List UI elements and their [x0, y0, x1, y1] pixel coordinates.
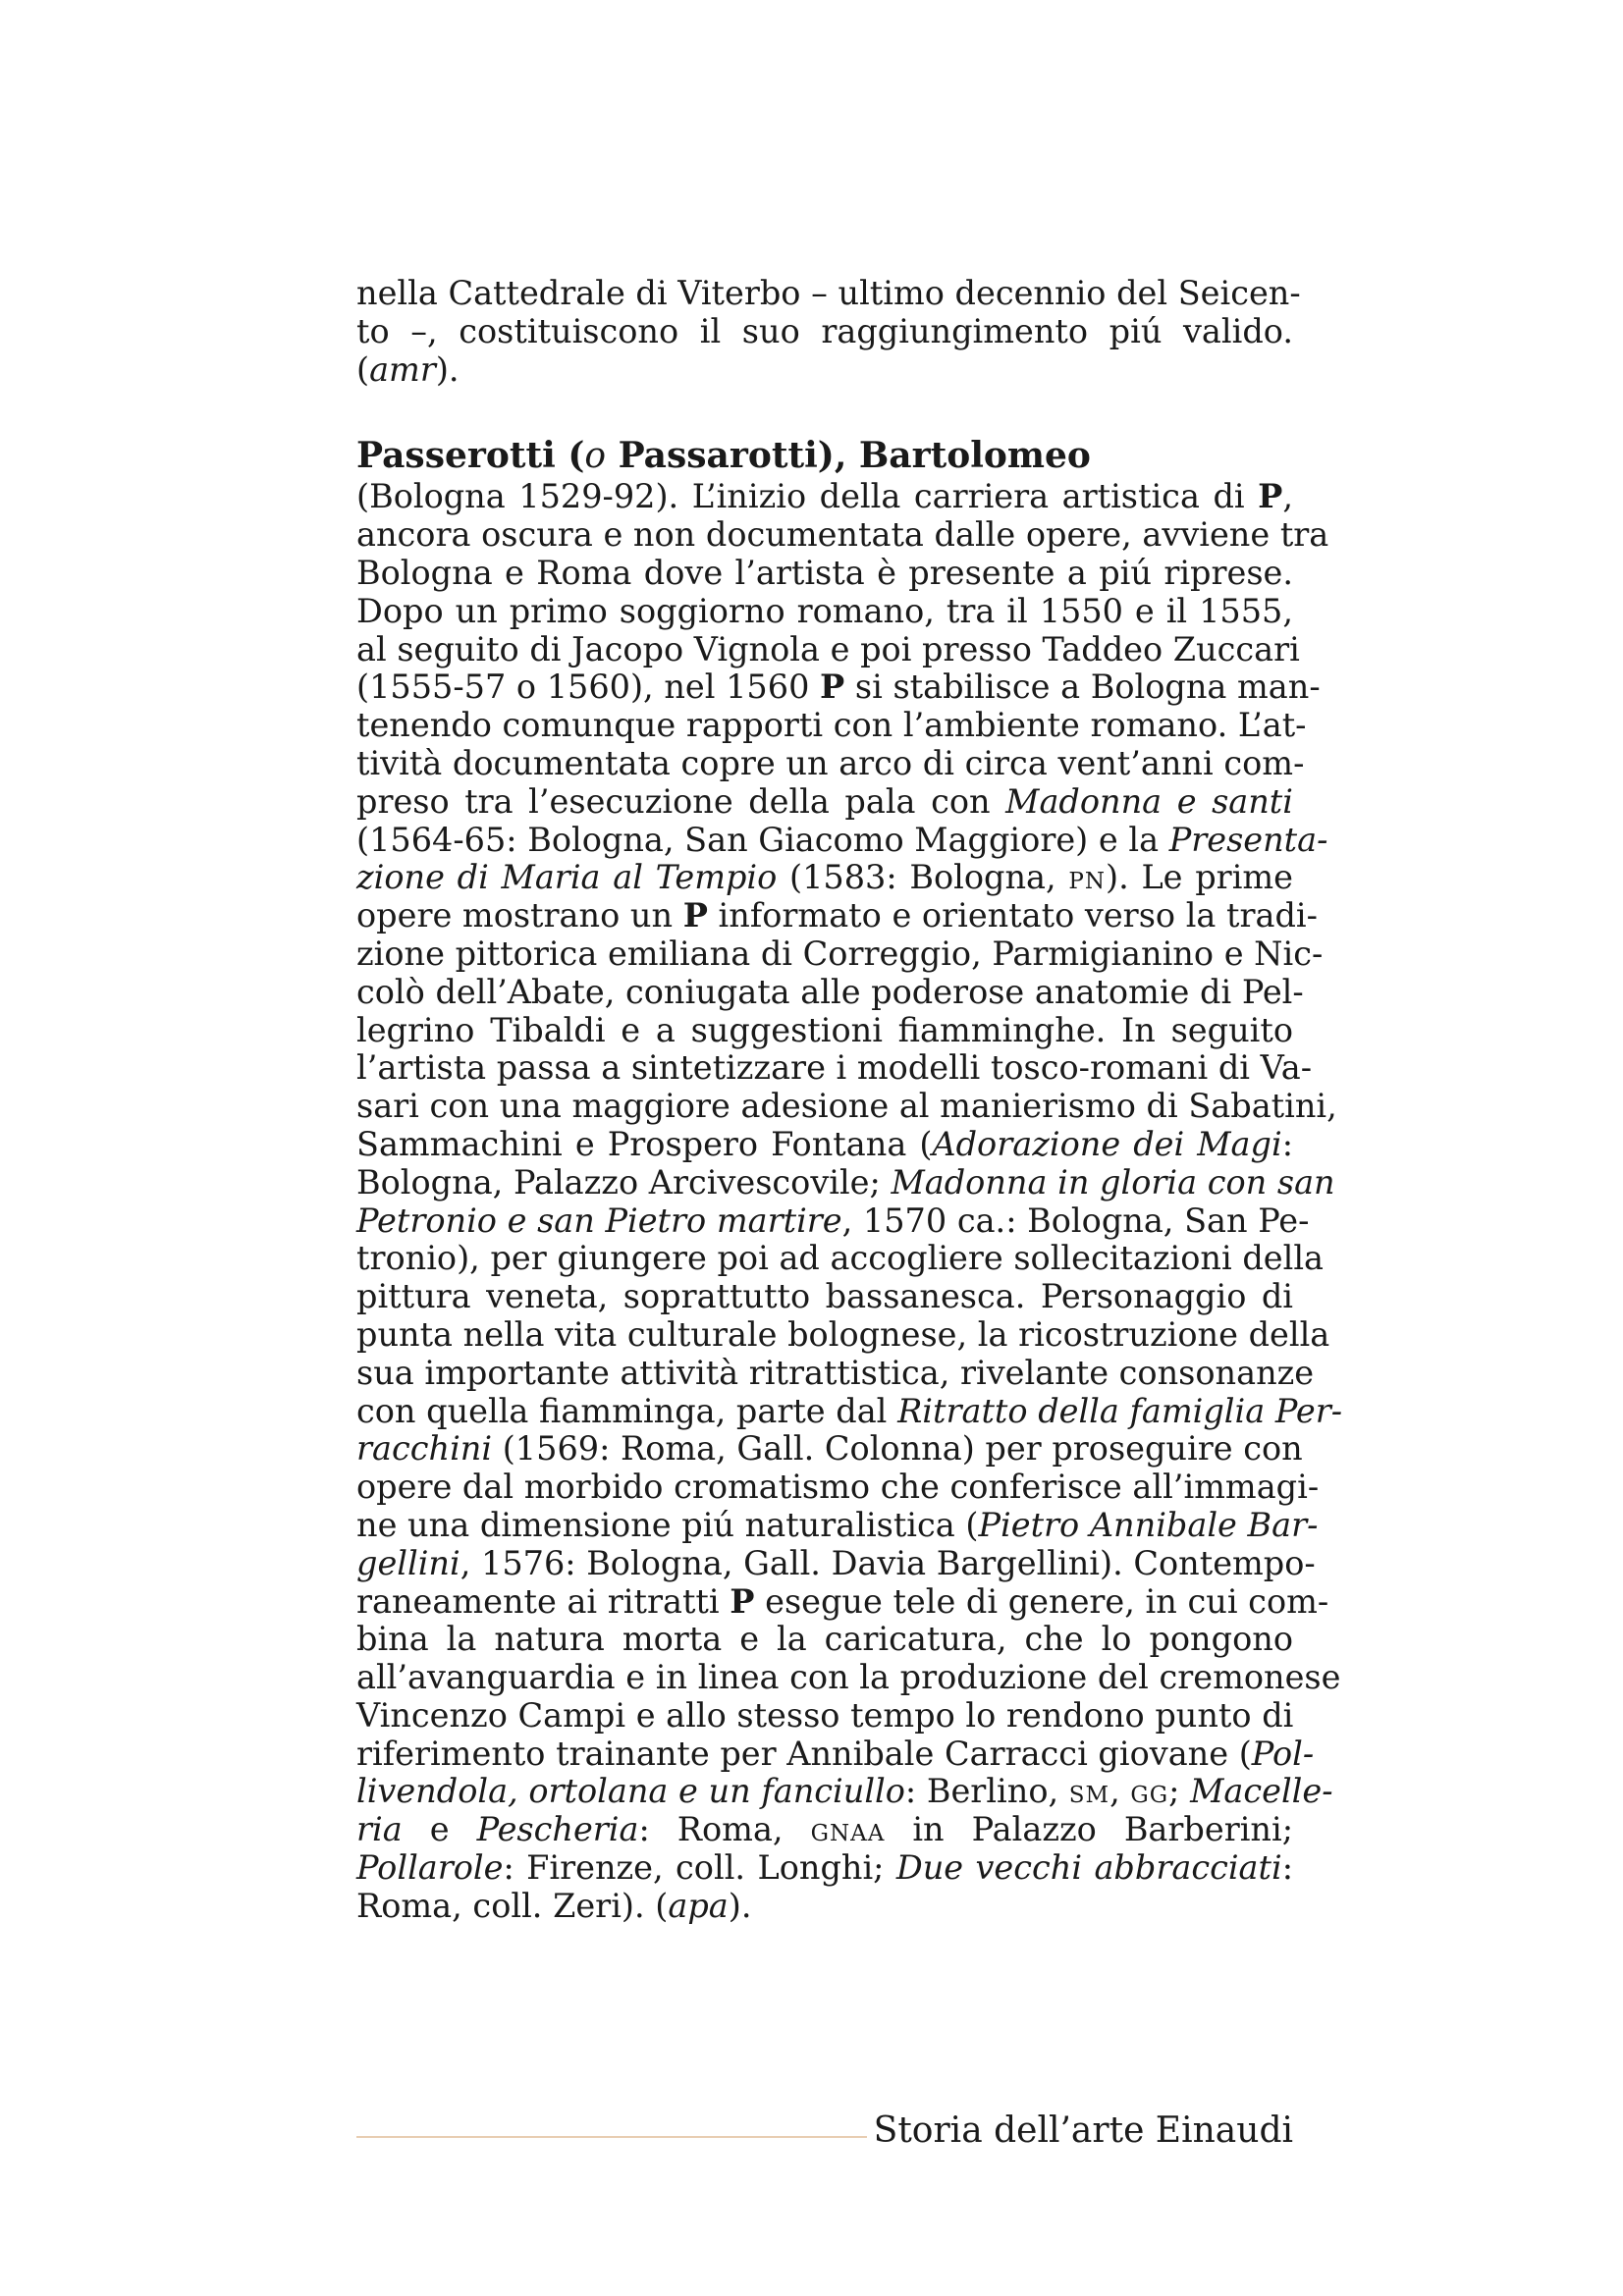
text-line: gellini, 1576: Bologna, Gall. Davia Bargellini). Contempo- — [356, 1543, 1316, 1582]
artwork-title: Adorazione dei Magi — [932, 1124, 1282, 1163]
footer-rule — [356, 2136, 867, 2138]
text-line: sua importante attività ritrattistica, rivelante consonanze — [356, 1353, 1315, 1392]
text-line: punta nella vita culturale bolognese, la ricostruzione della — [356, 1314, 1330, 1354]
entry-paragraph — [356, 477, 1343, 1925]
text-line: tività documentata copre un arco di circa vent’anni com- — [356, 743, 1305, 782]
artwork-title: Petronio e san Pietro martire — [356, 1201, 842, 1240]
text-line: riferimento trainante per Annibale Carracci giovane (Pol- — [356, 1734, 1315, 1773]
artwork-title: ria — [356, 1810, 403, 1849]
text-line: sari con una maggiore adesione al manierismo di Sabatini, — [356, 1087, 1337, 1126]
text-line: tronio), per giungere poi ad accogliere sollecitazioni della — [356, 1239, 1325, 1278]
museum-abbrev: sm — [1068, 1772, 1110, 1811]
text-line: Roma, coll. Zeri). (apa). — [356, 1886, 752, 1925]
text-line: ria e Pescheria: Roma, gnaa in Palazzo Barberini; — [356, 1810, 1293, 1849]
text-line: con quella fiamminga, parte dal Ritratto della famiglia Per- — [356, 1391, 1343, 1430]
text-line: (Bologna 1529-92). L’inizio della carriera artistica di P, — [356, 477, 1293, 516]
paren: ). — [435, 349, 460, 389]
author-signature: amr — [369, 349, 436, 389]
museum-abbrev: gg — [1130, 1772, 1169, 1811]
text-line: Vincenzo Campi e allo stesso tempo lo rendono punto di — [356, 1695, 1294, 1735]
text-line: Sammachini e Prospero Fontana (Adorazione dei Magi: — [356, 1124, 1293, 1163]
text-line: Bologna e Roma dove l’artista è presente a piú riprese. — [356, 553, 1293, 592]
artwork-title: zione di Maria al Tempio — [356, 858, 778, 897]
text-line: (1555-57 o 1560), nel 1560 P si stabilisce a Bologna man- — [356, 667, 1321, 707]
paren: ( — [356, 349, 370, 389]
text-line: nella Cattedrale di Viterbo – ultimo decennio del Seicen- — [356, 274, 1301, 312]
text-line: all’avanguardia e in linea con la produzione del cremonese — [356, 1658, 1341, 1697]
artwork-title: Pol- — [1251, 1734, 1315, 1773]
text-line: al seguito di Jacopo Vignola e poi presso Taddeo Zuccari — [356, 629, 1300, 668]
text-line: racchini (1569: Roma, Gall. Colonna) per proseguire con — [356, 1429, 1303, 1468]
text-line: bina la natura morta e la caricatura, che lo pongono — [356, 1620, 1293, 1659]
museum-abbrev: gnaa — [810, 1810, 886, 1849]
artwork-title: Pollarole — [356, 1848, 504, 1888]
spacer — [356, 389, 1293, 434]
entry-abbrev: P — [1258, 477, 1283, 516]
intro-paragraph — [356, 274, 1301, 389]
heading-conjunction: o — [584, 436, 607, 477]
artwork-title: Macelle- — [1190, 1772, 1333, 1811]
text-line: livendola, ortolana e un fanciullo: Berlino, sm, gg; Macelle- — [356, 1772, 1333, 1811]
text-line: to –, costituiscono il suo raggiungimento piú valido. — [356, 311, 1293, 350]
text-line: ne una dimensione piú naturalistica (Pietro Annibale Bar- — [356, 1505, 1319, 1544]
footer-title: Storia dell’arte Einaudi — [873, 2110, 1293, 2151]
artwork-title: Madonna in gloria con san — [891, 1162, 1335, 1201]
text-line: pittura veneta, soprattutto bassanesca. Personaggio di — [356, 1277, 1293, 1316]
text-line: Dopo un primo soggiorno romano, tra il 1550 e il 1555, — [356, 591, 1293, 630]
text-line — [356, 351, 1293, 390]
text-line: (1564-65: Bologna, San Giacomo Maggiore) e la Presenta- — [356, 820, 1328, 859]
text-line: zione di Maria al Tempio (1583: Bologna, pn). Le prime — [356, 858, 1293, 897]
text-line: zione pittorica emiliana di Correggio, Parmigianino e Nic- — [356, 934, 1324, 973]
text-line: colò dell’Abate, coniugata alle poderose anatomie di Pel- — [356, 972, 1304, 1011]
text-line: raneamente ai ritratti P esegue tele di genere, in cui com- — [356, 1581, 1329, 1621]
entry-abbrev: P — [682, 896, 708, 935]
museum-abbrev: pn — [1068, 858, 1106, 897]
text-line: Bologna, Palazzo Arcivescovile; Madonna in gloria con san — [356, 1162, 1335, 1201]
entry-abbrev: P — [820, 667, 845, 707]
text-line: ancora oscura e non documentata dalle opere, avviene tra — [356, 515, 1329, 555]
text-line: tenendo comunque rapporti con l’ambiente romano. L’at- — [356, 706, 1307, 745]
entry-heading — [356, 434, 1293, 478]
artwork-title: Pescheria — [476, 1810, 639, 1849]
artwork-title: Ritratto della famiglia Per- — [897, 1391, 1343, 1430]
heading-rest: Passarotti), Bartolomeo — [606, 435, 1091, 477]
artwork-title: racchini — [356, 1429, 493, 1468]
artwork-title: Pietro Annibale Bar- — [978, 1505, 1319, 1544]
text-line: preso tra l’esecuzione della pala con Madonna e santi — [356, 781, 1293, 821]
page-footer — [356, 2107, 1293, 2156]
text-line: opere mostrano un P informato e orientato verso la tradi- — [356, 896, 1318, 935]
text-line: Pollarole: Firenze, coll. Longhi; Due vecchi abbracciati: — [356, 1848, 1293, 1888]
text-line: l’artista passa a sintetizzare i modelli tosco-romani di Va- — [356, 1048, 1313, 1088]
text-column — [356, 274, 1343, 1926]
artwork-title: gellini — [356, 1543, 460, 1582]
artwork-title: Presenta- — [1168, 820, 1328, 859]
artwork-title: Madonna e santi — [1005, 781, 1293, 821]
author-signature: apa — [668, 1886, 729, 1925]
artwork-title: Due vecchi abbracciati — [895, 1848, 1282, 1888]
artwork-title: livendola, ortolana e un fanciullo — [356, 1772, 905, 1811]
entry-abbrev: P — [730, 1581, 755, 1621]
text-line: opere dal morbido cromatismo che conferisce all’immagi- — [356, 1468, 1320, 1507]
text-line: legrino Tibaldi e a suggestioni fiamminghe. In seguito — [356, 1010, 1293, 1049]
heading-name: Passerotti ( — [356, 435, 585, 477]
text-line: Petronio e san Pietro martire, 1570 ca.: Bologna, San Pe- — [356, 1201, 1310, 1240]
